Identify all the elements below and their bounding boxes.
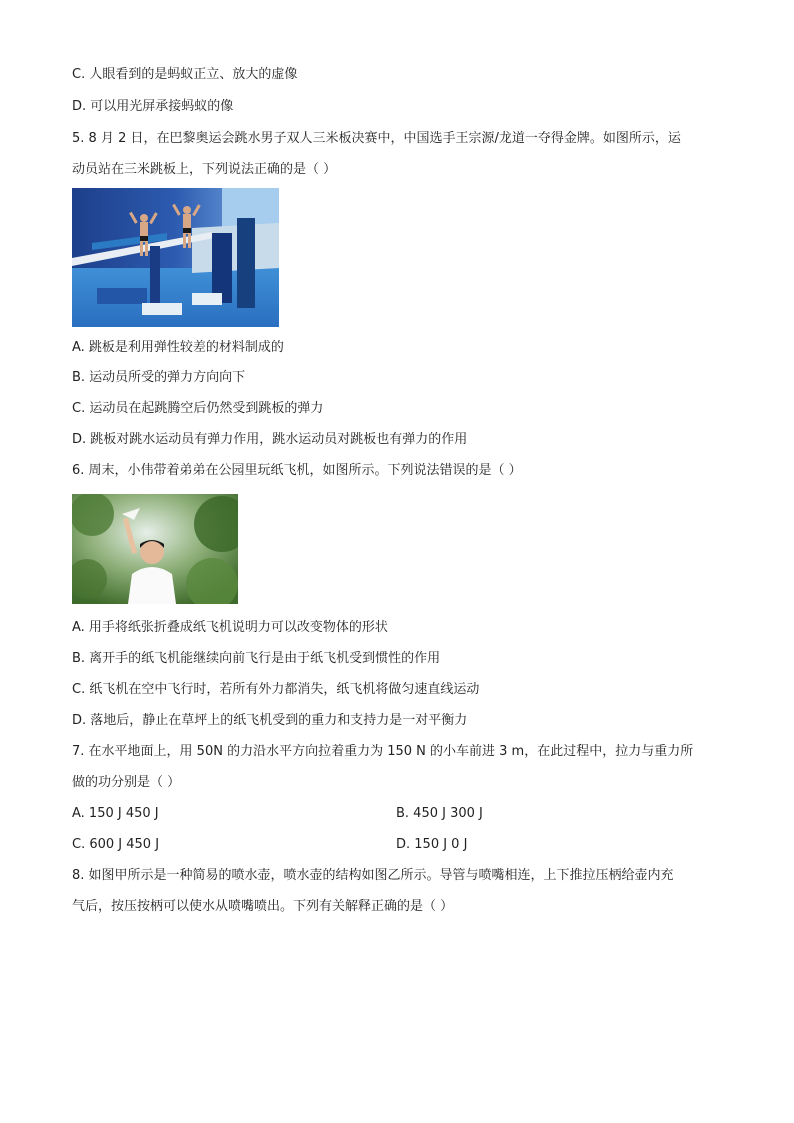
diving-board-photo — [72, 188, 279, 327]
q5-option-b: B. 运动员所受的弹力方向向下 — [72, 370, 246, 385]
q5-option-c: C. 运动员在起跳腾空后仍然受到跳板的弹力 — [72, 401, 324, 416]
q6-option-d: D. 落地后，静止在草坪上的纸飞机受到的重力和支持力是一对平衡力 — [72, 713, 468, 728]
q5-stem-line2: 动员站在三米跳板上，下列说法正确的是（ ） — [72, 162, 337, 177]
q5-stem-line1: 5. 8 月 2 日，在巴黎奥运会跳水男子双人三米板决赛中，中国选手王宗源/龙道一夺得金牌。如图所示，运 — [72, 131, 681, 146]
q6-stem: 6. 周末，小伟带着弟弟在公园里玩纸飞机，如图所示。下列说法错误的是（ ） — [72, 463, 522, 478]
paper-plane-photo — [72, 494, 238, 604]
q6-option-c: C. 纸飞机在空中飞行时，若所有外力都消失，纸飞机将做匀速直线运动 — [72, 682, 480, 697]
q7-stem-line2: 做的功分别是（ ） — [72, 775, 181, 790]
q7-option-c: C. 600 J 450 J — [72, 837, 160, 852]
q8-stem-line1: 8. 如图甲所示是一种简易的喷水壶，喷水壶的结构如图乙所示。导管与喷嘴相连，上下推拉压柄给壶内充 — [72, 868, 674, 883]
q5-option-a: A. 跳板是利用弹性较差的材料制成的 — [72, 340, 284, 355]
q7-stem-line1: 7. 在水平地面上，用 50N 的力沿水平方向拉着重力为 150 N 的小车前进 3 m，在此过程中，拉力与重力所 — [72, 744, 694, 759]
q8-stem-line2: 气后，按压按柄可以使水从喷嘴喷出。下列有关解释正确的是（ ） — [72, 899, 454, 914]
q5-option-d: D. 跳板对跳水运动员有弹力作用，跳水运动员对跳板也有弹力的作用 — [72, 432, 468, 447]
q7-option-d: D. 150 J 0 J — [396, 837, 468, 852]
q7-option-a: A. 150 J 450 J — [72, 806, 159, 821]
q6-option-b: B. 离开手的纸飞机能继续向前飞行是由于纸飞机受到惯性的作用 — [72, 651, 441, 666]
q6-option-a: A. 用手将纸张折叠成纸飞机说明力可以改变物体的形状 — [72, 620, 388, 635]
q4-option-c: C. 人眼看到的是蚂蚁正立、放大的虚像 — [72, 67, 298, 82]
q4-option-d: D. 可以用光屏承接蚂蚁的像 — [72, 99, 234, 114]
q7-option-b: B. 450 J 300 J — [396, 806, 483, 821]
